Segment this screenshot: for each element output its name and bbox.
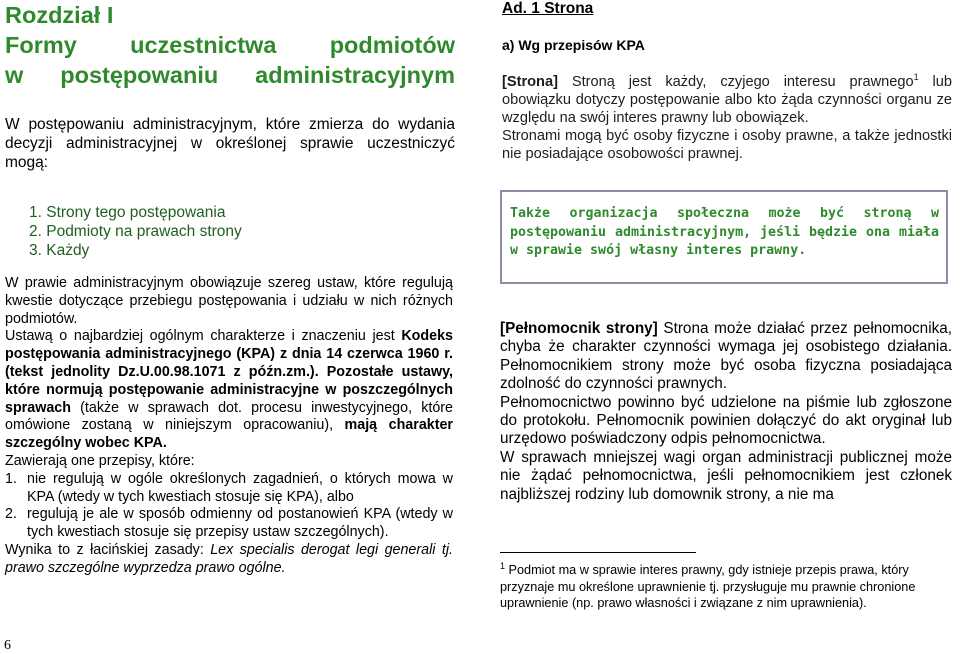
subsection-heading: a) Wg przepisów KPA: [502, 37, 645, 53]
paragraph-strona: [502, 73, 952, 127]
footnote-text: [500, 562, 952, 612]
item-number: 1.: [5, 470, 17, 487]
definition-text: [502, 73, 952, 163]
paragraph-kpa: [5, 328, 453, 453]
page-number: 6: [4, 638, 11, 653]
text-span: Ustawą o najbardziej ogólnym charakterze i znaczeniu jest: [5, 328, 402, 345]
highlight-box: Także organizacja społeczna może być stroną w postępowaniu administracyjnym, jeśli będzie ona miała w sprawie swój własny interes prawny.: [500, 190, 948, 284]
item-number: 2.: [5, 506, 17, 523]
paragraph-stronami: Stronami mogą być osoby fizyczne i osoby prawne, a także jednostki nie posiadające osobowości prawnej.: [502, 128, 952, 162]
chapter-title: [5, 0, 455, 90]
item-text: regulują je ale w sposób odmienny od postanowień KPA (wtedy w tych kwestiach stosuje się przepisy ustaw szczególnych).: [27, 506, 453, 541]
title-line-2: Formy uczestnictwa podmiotów: [5, 32, 455, 58]
text-span: (także w sprawach dot. procesu inwestycyjnego, które omówione zostaną w niniejszym opracowaniu),: [5, 399, 453, 434]
paragraph-provisions: Zawierają one przepisy, które:: [5, 452, 195, 469]
body-text: [5, 275, 453, 578]
bold-span: Kodeks postępowania administracyjnego (KPA) z dnia 14 czerwca 1960 r. (tekst jednolity Dz.U.00.98.1071 z późn.zm.). Pozostałe ustawy, które normują postępowanie administracyjne w poszczególnych sprawach: [5, 328, 453, 416]
paragraph-sprawy: W sprawach mniejszej wagi organ administracji publicznej może nie żądać pełnomocnictwa, jeśli pełnomocnikiem jest członek najbliższej rodziny lub domownik strony, a nie ma: [500, 448, 952, 503]
participants-list: [29, 203, 242, 260]
pelnomocnik-text: [500, 320, 952, 504]
list-item: 2. Podmioty na prawach strony: [29, 223, 242, 240]
bold-label: [Strona]: [502, 74, 558, 90]
intro-paragraph: W postępowaniu administracyjnym, które zmierza do wydania decyzji administracyjnej w określonej sprawie uczestniczyć mogą:: [5, 116, 455, 171]
text-span: Strona może działać przez pełnomocnika, chyba że charakter czynności wymaga jej osobistego działania. Pełnomocnikiem strony może być osoba fizyczna posiadająca zdolność do czynności prawnych.: [500, 320, 952, 393]
paragraph-pelnomocnik: [500, 320, 952, 394]
footnote-number: 1: [500, 560, 506, 571]
list-item: [5, 506, 453, 542]
paragraph-laws: W prawie administracyjnym obowiązuje szereg ustaw, które regulują kwestie dotyczące przebiegu postępowania i udziału w nich różnych podmiotów.: [5, 275, 453, 327]
text-span: Wynika to z łacińskiej zasady:: [5, 541, 211, 558]
text-span: lub obowiązku dotyczy postępowanie albo kto żąda czynności organu ze względu na swój interes prawny lub obowiązek.: [502, 74, 952, 126]
footnote: [500, 562, 952, 612]
bold-label: [Pełnomocnik strony]: [500, 320, 658, 337]
list-item: 1. Strony tego postępowania: [29, 204, 226, 221]
italic-span: Lex specialis derogat legi generali tj. prawo szczególne wyprzedza prawo ogólne.: [5, 541, 453, 576]
list-item: [5, 471, 453, 507]
section-heading: Ad. 1 Strona: [502, 0, 594, 17]
list-item: 3. Każdy: [29, 242, 90, 259]
left-column: [5, 0, 455, 576]
bold-span: mają charakter szczególny wobec KPA.: [5, 417, 453, 452]
title-line-3: w postępowaniu administracyjnym: [5, 62, 455, 88]
item-text: nie regulują w ogóle określonych zagadnień, o których mowa w KPA (wtedy w tych kwestiach stosuje się KPA), albo: [27, 470, 453, 505]
text-span: Stroną jest każdy, czyjego interesu prawnego: [557, 74, 914, 90]
paragraph-pelnomocnictwo: Pełnomocnictwo powinno być udzielone na piśmie lub zgłoszone do protokołu. Pełnomocnik powinien dołączyć do akt oryginał lub urzędowo poświadczony odpis pełnomocnictwa.: [500, 393, 952, 448]
footnote-separator: [500, 552, 696, 553]
paragraph-latin: [5, 542, 453, 578]
text-span: Podmiot ma w sprawie interes prawny, gdy istnieje przepis prawa, który przyznaje mu określone uprawnienie tj. przysługuje mu prawnie chronione uprawnienie (np. prawo własności i związane z nim uprawnienia).: [500, 563, 916, 611]
title-line-1: Rozdział I: [5, 2, 114, 28]
footnote-ref: 1: [913, 72, 919, 83]
